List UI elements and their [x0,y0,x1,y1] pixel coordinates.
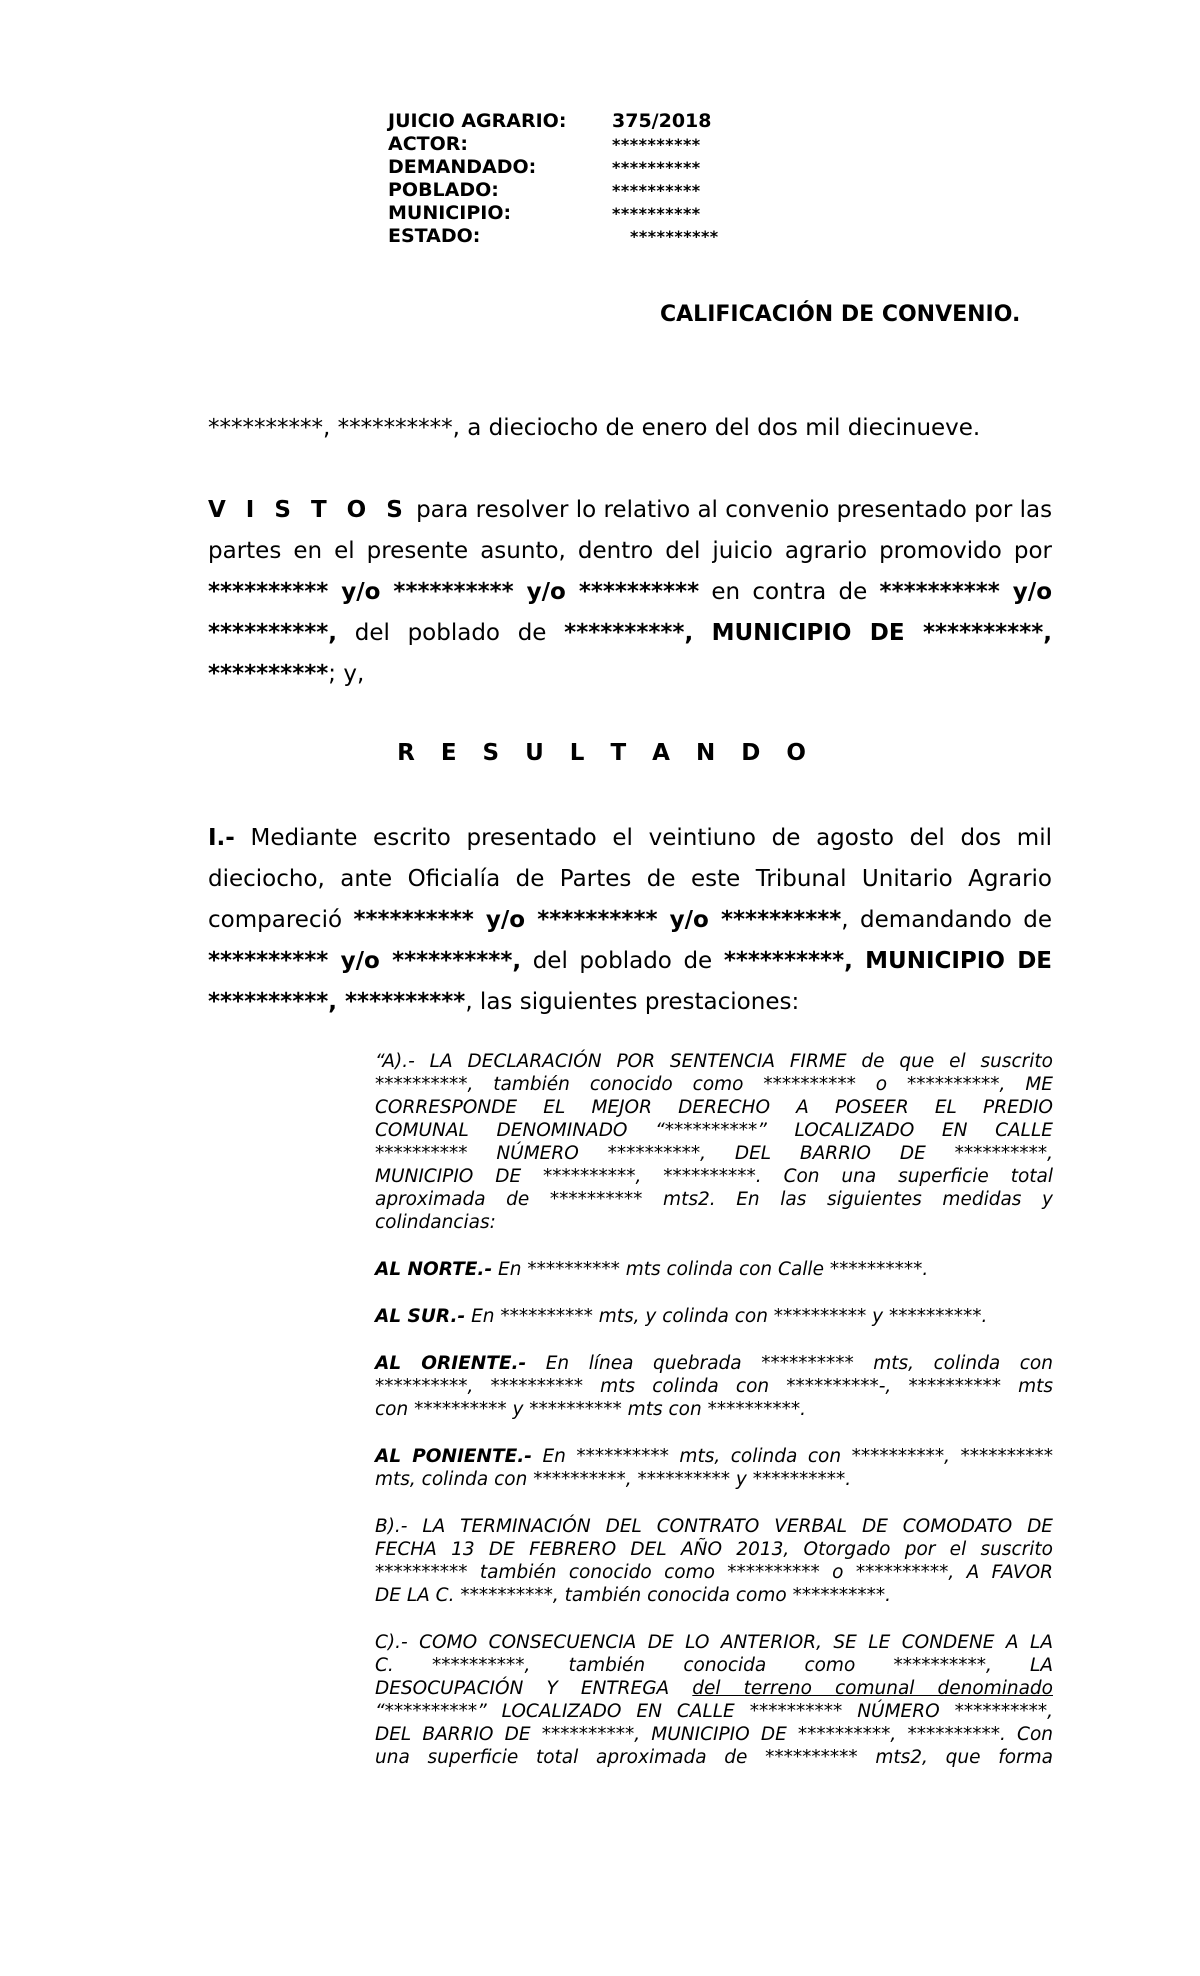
paragraph-line [208,900,1052,941]
header-value: ********** [612,158,701,177]
paragraph-line [208,613,1052,654]
claim-c [375,1631,1053,1769]
boundary-label: AL ORIENTE.- [375,1353,527,1374]
quote-line: aproximada de ********** mts2. En las siguientes medidas y [375,1189,1053,1210]
header-row-poblado [388,179,719,202]
header-label: POBLADO: [388,179,499,201]
quote-line [375,1352,1053,1375]
paragraph-line [208,654,1052,695]
paragraph-line [208,490,1052,531]
text-run: , las siguientes prestaciones: [465,989,800,1015]
place-date [208,408,1052,449]
text-run: en contra de [699,579,880,605]
resultando-paragraph-1 [208,818,1052,1023]
header-value: ********** [612,135,701,154]
quote-line: mts, colinda con **********, ********** y **********. [375,1469,852,1490]
quote-line: FECHA 13 DE FEBRERO DEL AÑO 2013, Otorgado por el suscrito [375,1539,1053,1560]
quote-line [375,1305,1053,1328]
boundary-west [375,1445,1053,1491]
quote-line [375,1677,1053,1700]
quote-line: **********, también conocido como ********** o **********, ME [375,1074,1053,1095]
quote-line: C. **********, también conocida como **********, LA [375,1655,1053,1676]
text-run: En ********** mts colinda con Calle **********. [492,1259,929,1280]
quote-line: CORRESPONDE EL MEJOR DERECHO A POSEER EL PREDIO [375,1097,1053,1118]
boundary-label: AL PONIENTE.- [375,1446,532,1467]
text-run-bold: ********** y/o ********** y/o ********** [208,579,700,605]
text-run-underlined: del terreno comunal denominado [692,1678,1053,1699]
quote-line: una superficie total aproximada de ********** mts2, que forma [375,1747,1053,1768]
quote-line: C).- COMO CONSECUENCIA DE LO ANTERIOR, SE LE CONDENE A LA [375,1632,1053,1653]
header-label: JUICIO AGRARIO: [388,110,567,132]
text-run: partes en el presente asunto, dentro del juicio agrario promovido por [208,538,1052,564]
header-value: ********** [630,227,719,246]
text-run: En línea quebrada ********** mts, colinda con [526,1353,1053,1374]
quote-line [375,1258,1053,1281]
place-date-line: **********, **********, a dieciocho de enero del dos mil diecinueve. [208,415,981,441]
text-run: para resolver lo relativo al convenio presentado por las [408,497,1053,523]
paragraph-numeral: I.- [208,825,235,851]
text-run: Mediante escrito presentado el veintiuno de agosto del dos mil [234,825,1052,851]
vistos-paragraph [208,490,1052,695]
text-run: En ********** mts, colinda con **********, ********** [531,1446,1053,1467]
quote-line: MUNICIPIO DE **********, **********. Con una superficie total [375,1166,1053,1187]
quote-line: con ********** y ********** mts con **********. [375,1399,806,1420]
text-run: del poblado de [337,620,565,646]
paragraph-line [208,941,1052,982]
header-label: ESTADO: [388,225,481,247]
text-run-bold: ********** y/o **********, [208,948,522,974]
paragraph-line [208,982,1052,1023]
header-row-estado [388,225,719,248]
paragraph-line [208,531,1052,572]
text-run: DESOCUPACIÓN Y ENTREGA [375,1678,693,1699]
text-run: ; y, [328,661,365,687]
quote-line: B).- LA TERMINACIÓN DEL CONTRATO VERBAL DE COMODATO DE [375,1516,1053,1537]
quote-line: ********** NÚMERO **********, DEL BARRIO DE **********, [375,1143,1053,1164]
text-run-bold: ********** y/o [879,579,1052,605]
vistos-heading: V I S T O S [208,497,409,523]
header-label: DEMANDADO: [388,156,537,178]
header-label: ACTOR: [388,133,468,155]
header-row-juicio [388,110,719,133]
text-run: En ********** mts, y colinda con ********** y **********. [465,1306,988,1327]
claims-quote [375,1050,1053,1793]
boundary-north [375,1258,1053,1281]
text-run-bold: **********, ********** [208,989,466,1015]
text-run-bold: **********, MUNICIPIO DE **********, [564,620,1052,646]
header-value: ********** [612,181,701,200]
boundary-east [375,1352,1053,1421]
boundary-label: AL NORTE.- [375,1259,493,1280]
quote-line: colindancias: [375,1212,496,1233]
text-run-bold: ********** [208,661,329,687]
claim-a [375,1050,1053,1234]
header-row-municipio [388,202,719,225]
quote-line: “**********” LOCALIZADO EN CALLE ********** NÚMERO **********, [375,1701,1053,1722]
boundary-south [375,1305,1053,1328]
quote-line: ********** también conocido como ********** o **********, A FAVOR [375,1562,1053,1583]
text-run-bold: ********** y/o ********** y/o ********** [353,907,842,933]
paragraph-line [208,818,1052,859]
document-title: CALIFICACIÓN DE CONVENIO. [660,302,1021,327]
header-row-actor [388,133,719,156]
header-value: ********** [612,204,701,223]
text-run: del poblado de [521,948,724,974]
header-row-demandado [388,156,719,179]
text-run: dieciocho, ante Oficialía de Partes de este Tribunal Unitario Agrario [208,866,1052,892]
text-run: compareció [208,907,354,933]
quote-line [375,1445,1053,1468]
paragraph-line [208,859,1052,900]
quote-line: DEL BARRIO DE **********, MUNICIPIO DE **********, **********. Con [375,1724,1053,1745]
boundary-label: AL SUR.- [375,1306,466,1327]
text-run: , demandando de [841,907,1053,933]
quote-line: DE LA C. **********, también conocida como **********. [375,1585,891,1606]
text-run-bold: **********, MUNICIPIO DE [723,948,1052,974]
header-value: 375/2018 [612,110,712,132]
header-label: MUNICIPIO: [388,202,512,224]
text-run-bold: **********, [208,620,338,646]
case-header [388,110,719,248]
quote-line: COMUNAL DENOMINADO “**********” LOCALIZADO EN CALLE [375,1120,1053,1141]
resultando-heading: R E S U L T A N D O [397,740,815,766]
claim-b [375,1515,1053,1607]
quote-line: “A).- LA DECLARACIÓN POR SENTENCIA FIRME de que el suscrito [375,1051,1053,1072]
paragraph-line [208,572,1052,613]
quote-line: **********, ********** mts colinda con **********-, ********** mts [375,1376,1053,1397]
